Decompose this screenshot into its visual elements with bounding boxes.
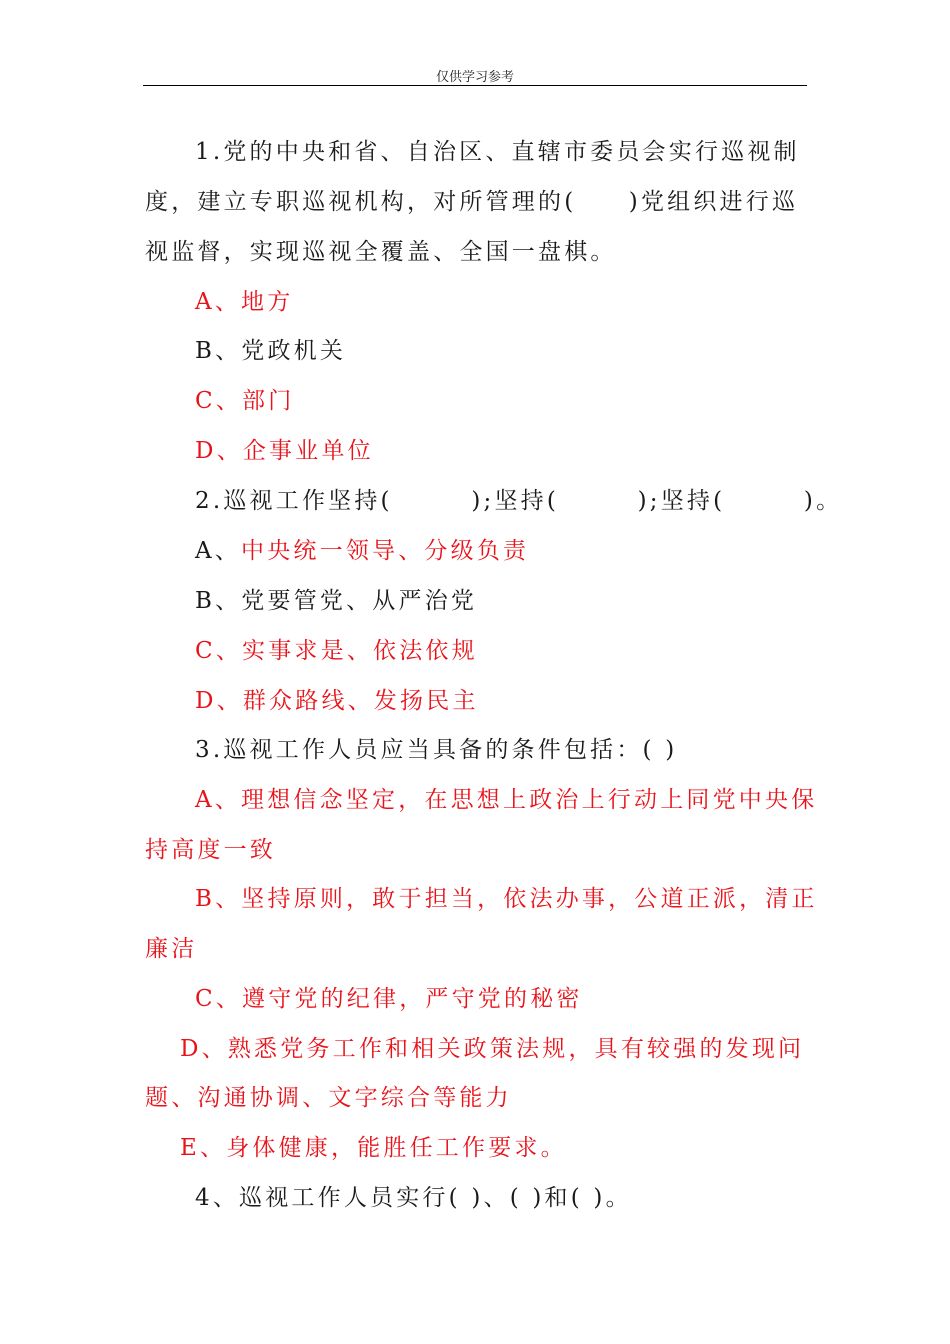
question-3-stem: 3.巡视工作人员应当具备的条件包括：( ) [195, 737, 678, 763]
page-header-text: 仅供学习参考 [435, 70, 514, 85]
question-1-option-d: D、企事业单位 [195, 438, 374, 464]
question-3-option-e: E、身体健康，能胜任工作要求。 [180, 1135, 567, 1161]
question-2-option-a [195, 536, 529, 566]
question-1-option-a: A、地方 [195, 289, 294, 315]
option-text: 中央统一领导、分级负责 [241, 538, 530, 564]
question-4-stem: 4、巡视工作人员实行( )、( )和( )。 [195, 1185, 632, 1211]
question-3-option-d-line-2: 题、沟通协调、文字综合等能力 [145, 1085, 512, 1111]
question-2-option-d: D、群众路线、发扬民主 [195, 688, 479, 714]
question-1-line-2: 度，建立专职巡视机构，对所管理的( )党组织进行巡 [145, 189, 799, 215]
question-1-option-b: B、党政机关 [195, 338, 347, 364]
question-3-option-c: C、遵守党的纪律，严守党的秘密 [195, 986, 583, 1012]
question-1-line-3: 视监督，实现巡视全覆盖、全国一盘棋。 [145, 239, 617, 265]
question-1-option-c: C、部门 [195, 388, 295, 414]
question-3-option-d-line-1: D、熟悉党务工作和相关政策法规，具有较强的发现问 [180, 1036, 805, 1062]
question-2-stem: 2.巡视工作坚持( );坚持( );坚持( )。 [195, 488, 843, 514]
question-2-option-c: C、实事求是、依法依规 [195, 638, 478, 664]
header-divider [143, 85, 807, 86]
question-1-line-1: 1.党的中央和省、自治区、直辖市委员会实行巡视制 [195, 139, 800, 165]
question-3-option-a-line-2: 持高度一致 [145, 837, 276, 863]
question-2-option-b: B、党要管党、从严治党 [195, 588, 478, 614]
option-letter: A、 [195, 538, 242, 564]
question-3-option-b-line-2: 廉洁 [145, 936, 198, 962]
question-3-option-b-line-1: B、坚持原则，敢于担当，依法办事，公道正派，清正 [195, 886, 818, 912]
question-3-option-a-line-1: A、理想信念坚定，在思想上政治上行动上同党中央保 [195, 787, 818, 813]
